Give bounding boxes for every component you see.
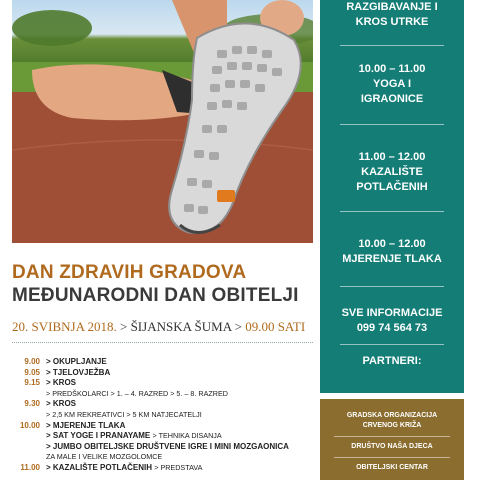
hero-photo (12, 0, 313, 243)
schedule-time: 9.00 (24, 357, 40, 366)
panel-line: RAZGIBAVANJE I (346, 1, 438, 13)
schedule-row (12, 410, 312, 421)
panel-line: IGRAONICE (360, 93, 424, 105)
event-subtitle: MEĐUNARODNI DAN OBITELJI (12, 285, 299, 306)
schedule-detail: > TEHNIKA DISANJA (152, 431, 222, 441)
panel-block-theatre (320, 150, 464, 195)
panel-divider (340, 211, 444, 212)
panel-line: 10.00 – 11.00 (358, 63, 426, 75)
schedule-row (12, 463, 312, 474)
event-title: DAN ZDRAVIH GRADOVA (12, 262, 247, 283)
event-date: 20. SVIBNJA 2018. (12, 319, 117, 334)
event-place: > ŠIJANSKA ŠUMA > (120, 319, 242, 334)
partner-line: OBITELJSKI CENTAR (356, 464, 428, 471)
partner-divider (334, 436, 450, 437)
schedule-time: 10.00 (19, 420, 40, 430)
schedule-row (12, 389, 312, 400)
schedule-detail: ZA MALE I VELIKE MOZGOLOMCE (46, 452, 163, 462)
panel-divider (340, 344, 444, 345)
schedule-list (12, 357, 312, 474)
partner-line: GRADSKA ORGANIZACIJA (346, 412, 438, 419)
schedule-activity: > TJELOVJEŽBA (46, 367, 111, 377)
panel-block-yoga (320, 62, 464, 107)
schedule-detail: > PREDŠKOLARCI > 1. – 4. RAZRED > 5. – 8. RAZRED (46, 388, 228, 398)
date-place-line (12, 319, 305, 335)
panel-divider (340, 286, 444, 287)
divider (12, 342, 313, 343)
panel-line: YOGA I (372, 78, 412, 90)
schedule-time: 9.30 (24, 399, 40, 409)
panel-divider (340, 45, 444, 46)
partners-box (320, 399, 464, 480)
schedule-row (12, 431, 312, 442)
panel-block-info (320, 306, 464, 336)
schedule-activity: > KROS (46, 399, 77, 409)
schedule-row (12, 399, 312, 410)
panel-line: 10.00 – 12.00 (358, 238, 426, 250)
event-start-time: 09.00 SATI (245, 319, 306, 334)
panel-divider (340, 124, 444, 125)
schedule-time: 9.15 (24, 378, 40, 388)
schedule-activity: > SAT YOGE I PRANAYAME (46, 431, 151, 441)
schedule-detail: > PREDSTAVA (154, 462, 203, 472)
panel-line: 11.00 – 12.00 (358, 151, 426, 163)
partner-line: CRVENOG KRIŽA (362, 422, 422, 429)
partner-nasa-djeca (320, 442, 464, 452)
schedule-detail: > 2,5 KM REKREATIVCI > 5 KM NATJECATELJI (46, 409, 202, 419)
panel-line: KAZALIŠTE (361, 166, 423, 178)
schedule-row (12, 378, 312, 389)
schedule-row (12, 421, 312, 432)
runner-shoe-illustration (12, 0, 313, 243)
schedule-time: 9.05 (24, 367, 40, 377)
schedule-activity: > KAZALIŠTE POTLAČENIH (46, 462, 153, 472)
partner-line: DRUŠTVO NAŠA DJECA (351, 443, 433, 450)
panel-block-pressure (320, 237, 464, 267)
partner-red-cross (320, 411, 464, 431)
schedule-time: 11.00 (20, 462, 40, 472)
partner-divider (334, 457, 450, 458)
panel-block-run (320, 0, 464, 30)
schedule-activity: > OKUPLJANJE (46, 357, 107, 366)
partners-label: PARTNERI: (362, 355, 422, 367)
info-panel (320, 0, 464, 393)
panel-line: MJERENJE TLAKA (342, 253, 442, 265)
phone-number: 099 74 564 73 (356, 322, 428, 334)
partner-family-centre (320, 463, 464, 473)
panel-line: POTLAČENIH (356, 181, 428, 193)
schedule-activity: > JUMBO OBITELJSKE DRUŠTVENE IGRE I MINI MOZGAONICA (46, 441, 289, 451)
schedule-row (12, 368, 312, 379)
schedule-row (12, 357, 312, 368)
panel-line: KROS UTRKE (355, 16, 429, 28)
schedule-activity: > KROS (46, 378, 77, 388)
schedule-row (12, 442, 312, 453)
panel-line: SVE INFORMACIJE (341, 307, 443, 319)
schedule-row (12, 452, 312, 463)
schedule-activity: > MJERENJE TLAKA (46, 420, 126, 430)
